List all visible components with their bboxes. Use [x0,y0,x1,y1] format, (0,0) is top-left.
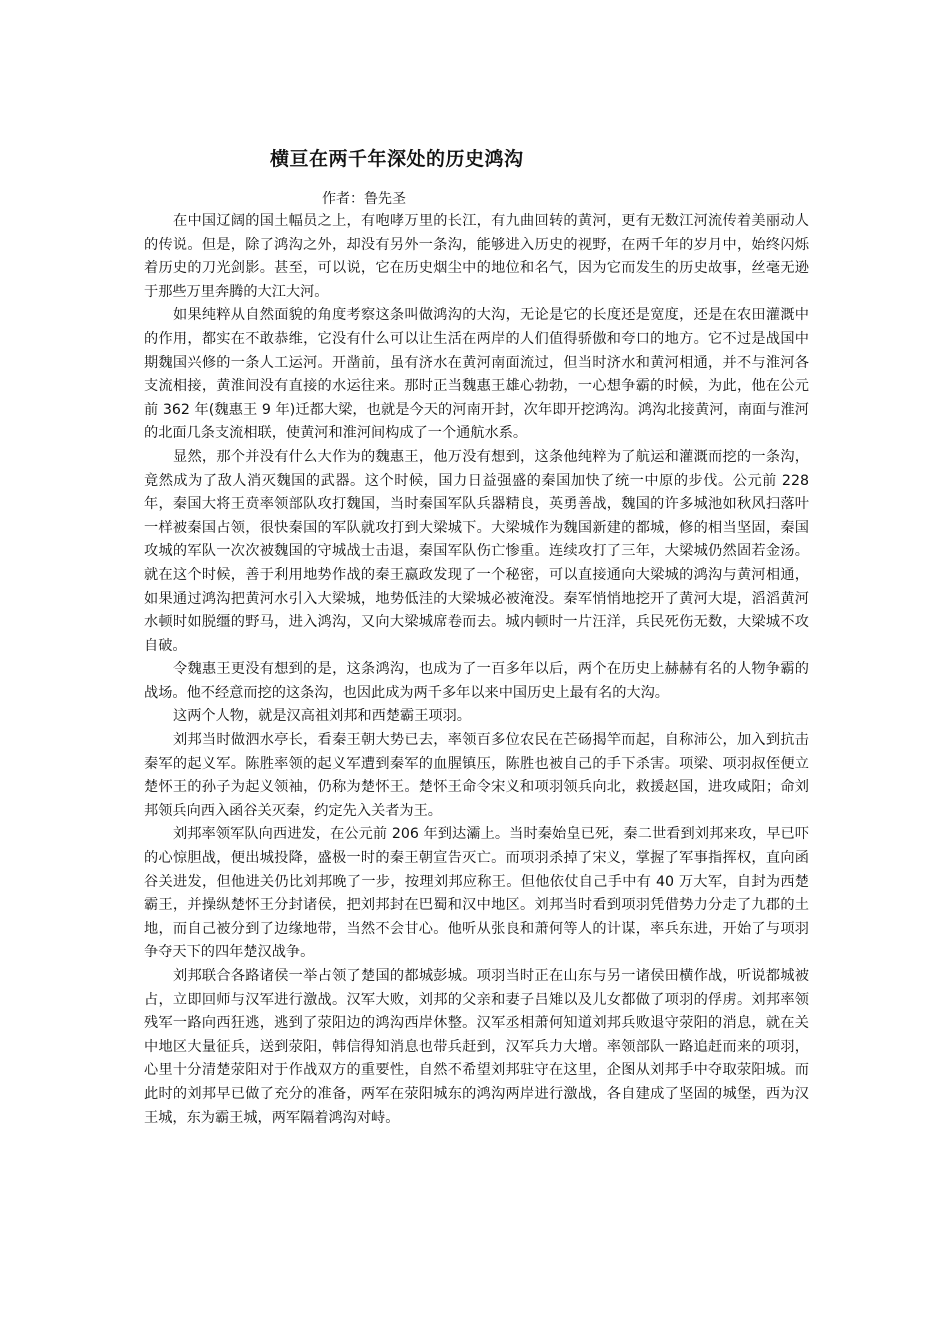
document-title: 横亘在两千年深处的历史鸿沟 [270,148,524,170]
author-line: 作者：鲁先圣 [322,191,406,207]
paragraph: 刘邦联合各路诸侯一举占领了楚国的都城彭城。项羽当时正在山东与另一诸侯田横作战，听说都城被占，立即回师与汉军进行激战。汉军大败，刘邦的父亲和妻子吕雉以及儿女都做了项羽的俘虏。刘邦率领残军一路向西狂逃，逃到了荥阳边的鸿沟西岸休整。汉军丞相萧何知道刘邦兵败退守荥阳的消息，就在关中地区大量征兵，送到荥阳，韩信得知消息也带兵赶到，汉军兵力大增。率领部队一路追赶而来的项羽，心里十分清楚荥阳对于作战双方的重要性，自然不希望刘邦驻守在这里，企图从刘邦手中夺取荥阳城。而此时的刘邦早已做了充分的准备，两军在荥阳城东的鸿沟两岸进行激战，各自建成了坚固的城堡，西为汉王城，东为霸王城，两军隔着鸿沟对峙。 [144,968,809,1126]
paragraph: 令魏惠王更没有想到的是，这条鸿沟，也成为了一百多年以后，两个在历史上赫赫有名的人物争霸的战场。他不经意而挖的这条沟，也因此成为两千多年以来中国历史上最有名的大沟。 [144,661,809,701]
paragraph: 刘邦当时做泗水亭长，看秦王朝大势已去，率领百多位农民在芒砀揭竿而起，自称沛公，加入到抗击秦军的起义军。陈胜率领的起义军遭到秦军的血腥镇压，陈胜也被自己的手下杀害。项梁、项羽叔侄便立楚怀王的孙子为起义领袖，仍称为楚怀王。楚怀王命令宋义和项羽领兵向北，救援赵国，进攻咸阳；命刘邦领兵向西入函谷关灭秦，约定先入关者为王。 [144,732,809,819]
paragraph: 显然，那个并没有什么大作为的魏惠王，他万没有想到，这条他纯粹为了航运和灌溉而挖的一条沟，竟然成为了敌人消灭魏国的武器。这个时候，国力日益强盛的秦国加快了统一中原的步伐。公元前 228 年，秦国大将王贲率领部队攻打魏国，当时秦国军队兵器精良，英勇善战，魏国的许多城池如秋风扫落叶一样被秦国占领，很快秦国的军队就攻打到大梁城下。大梁城作为魏国新建的都城，修的相当坚固，秦国攻城的军队一次次被魏国的守城战士击退，秦国军队伤亡惨重。连续攻打了三年，大梁城仍然固若金汤。就在这个时候，善于利用地势作战的秦王嬴政发现了一个秘密，可以直接通向大梁城的鸿沟与黄河相通，如果通过鸿沟把黄河水引入大梁城，地势低洼的大梁城必被淹没。秦军悄悄地挖开了黄河大堤，滔滔黄河水顿时如脱缰的野马，进入鸿沟，又向大梁城席卷而去。城内顿时一片汪洋，兵民死伤无数，大梁城不攻自破。 [144,448,809,654]
paragraph: 刘邦率领军队向西进发，在公元前 206 年到达灞上。当时秦始皇已死，秦二世看到刘邦来攻，早已吓的心惊胆战，便出城投降，盛极一时的秦王朝宣告灭亡。而项羽杀掉了宋义，掌握了军事指挥权，直向函谷关进发，但他进关仍比刘邦晚了一步，按理刘邦应称王。但他依仗自己手中有 40 万大军，自封为西楚霸王，并操纵楚怀王分封诸侯，把刘邦封在巴蜀和汉中地区。刘邦当时看到项羽凭借势力分走了九郡的土地，而自己被分到了边缘地带，当然不会甘心。他听从张良和萧何等人的计谋，率兵东进，开始了与项羽争夺天下的四年楚汉战争。 [144,826,809,961]
paragraph: 如果纯粹从自然面貌的角度考察这条叫做鸿沟的大沟，无论是它的长度还是宽度，还是在农田灌溉中的作用，都实在不敢恭维，它没有什么可以让生活在两岸的人们值得骄傲和夸口的地方。它不过是战国中期魏国兴修的一条人工运河。开凿前，虽有济水在黄河南面流过，但当时济水和黄河相通，并不与淮河各支流相接，黄淮间没有直接的水运往来。那时正当魏惠王雄心勃勃，一心想争霸的时候，为此，他在公元前 362 年(魏惠王 9 年)迁都大梁，也就是今天的河南开封，次年即开挖鸿沟。鸿沟北接黄河，南面与淮河的北面几条支流相联，使黄河和淮河间构成了一个通航水系。 [144,307,809,442]
paragraph: 这两个人物，就是汉高祖刘邦和西楚霸王项羽。 [173,708,471,725]
paragraph: 在中国辽阔的国土幅员之上，有咆哮万里的长江，有九曲回转的黄河，更有无数江河流传着美丽动人的传说。但是，除了鸿沟之外，却没有另外一条沟，能够进入历史的视野，在两千年的岁月中，始终闪烁着历史的刀光剑影。甚至，可以说，它在历史烟尘中的地位和名气，因为它而发生的历史故事，丝毫无逊于那些万里奔腾的大江大河。 [144,213,809,300]
article-body [144,210,809,1130]
